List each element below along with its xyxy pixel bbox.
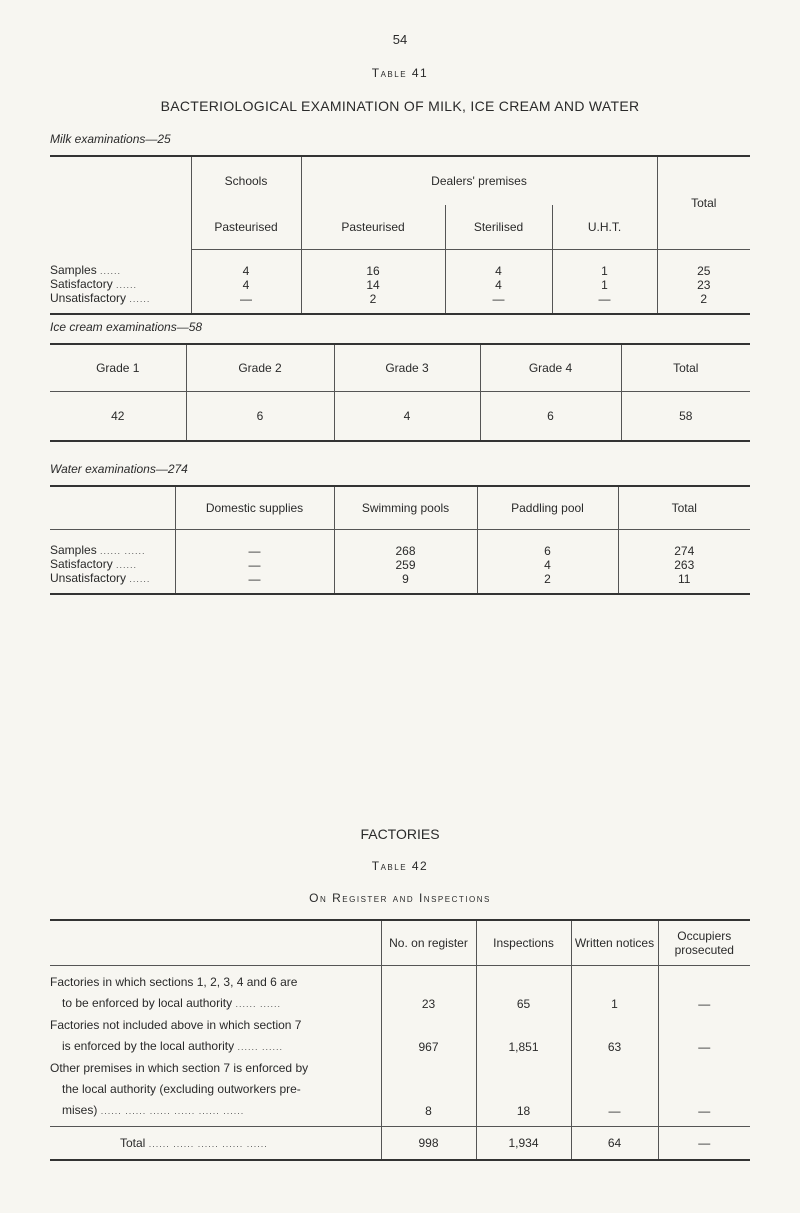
table-row: Samples ...... 4 16 4 1 25	[50, 264, 750, 278]
table-row: Unsatisfactory ...... — 9 2 11	[50, 572, 750, 586]
page-number: 54	[392, 32, 408, 47]
icecream-header: Grade 2	[186, 344, 334, 392]
table-41-caption: BACTERIOLOGICAL EXAMINATION OF MILK, ICE CREAM AND WATER	[160, 98, 640, 114]
milk-heading: Milk examinations—25	[50, 132, 171, 146]
water-corner	[50, 486, 175, 530]
icecream-header: Grade 4	[480, 344, 621, 392]
milk-h-sub: U.H.T.	[552, 205, 657, 250]
milk-h-total: Total	[657, 156, 750, 250]
icecream-header: Grade 1	[50, 344, 186, 392]
water-header: Paddling pool	[477, 486, 618, 530]
water-header: Total	[618, 486, 750, 530]
water-header: Domestic supplies	[175, 486, 334, 530]
milk-h-sub: Pasteurised	[301, 205, 445, 250]
total-row: Total ...... ...... ...... ...... ...... 998 1,934 64 —	[50, 1127, 750, 1161]
table-row: Factories in which sections 1, 2, 3, 4 and 6 are to be enforced by local authority ...... ...... 23 65 1 —	[50, 972, 750, 1015]
water-header: Swimming pools	[334, 486, 477, 530]
icecream-heading: Ice cream examinations—58	[50, 320, 203, 334]
table-row: Factories not included above in which section 7 is enforced by the local authority ...... ...... 967 1,851 63 —	[50, 1015, 750, 1058]
milk-table	[50, 155, 750, 315]
table-42-caption: On Register and Inspections	[309, 891, 491, 905]
milk-h-schools: Schools	[191, 156, 301, 205]
factories-header: Written notices	[571, 920, 658, 966]
factories-corner	[50, 920, 381, 966]
factories-header: Inspections	[476, 920, 571, 966]
icecream-header: Total	[621, 344, 750, 392]
table-row: Samples ...... ...... — 268 6 274	[50, 544, 750, 558]
factories-header: Occupiers prosecuted	[658, 920, 750, 966]
table-41-label: Table 41	[371, 66, 429, 80]
table-row: 42 6 4 6 58	[50, 392, 750, 442]
milk-h-sub: Pasteurised	[191, 205, 301, 250]
water-heading: Water examinations—274	[50, 462, 188, 476]
table-row: Satisfactory ...... 4 14 4 1 23	[50, 278, 750, 292]
table-row: Other premises in which section 7 is enforced by the local authority (excluding outworkers pre- mises) ...... ...... ...... ...... ...... ...... 8 18 — —	[50, 1058, 750, 1122]
icecream-header: Grade 3	[334, 344, 480, 392]
icecream-table	[50, 343, 750, 442]
milk-h-sub: Sterilised	[445, 205, 552, 250]
table-row: Unsatisfactory ...... — 2 — — 2	[50, 292, 750, 306]
water-table	[50, 485, 750, 595]
factories-heading: FACTORIES	[360, 826, 440, 842]
table-row: Satisfactory ...... — 259 4 263	[50, 558, 750, 572]
factories-header: No. on register	[381, 920, 476, 966]
table-42-label: Table 42	[371, 859, 429, 873]
factories-table	[50, 919, 750, 1161]
milk-h-dealers: Dealers' premises	[301, 156, 657, 205]
milk-corner	[50, 156, 191, 250]
